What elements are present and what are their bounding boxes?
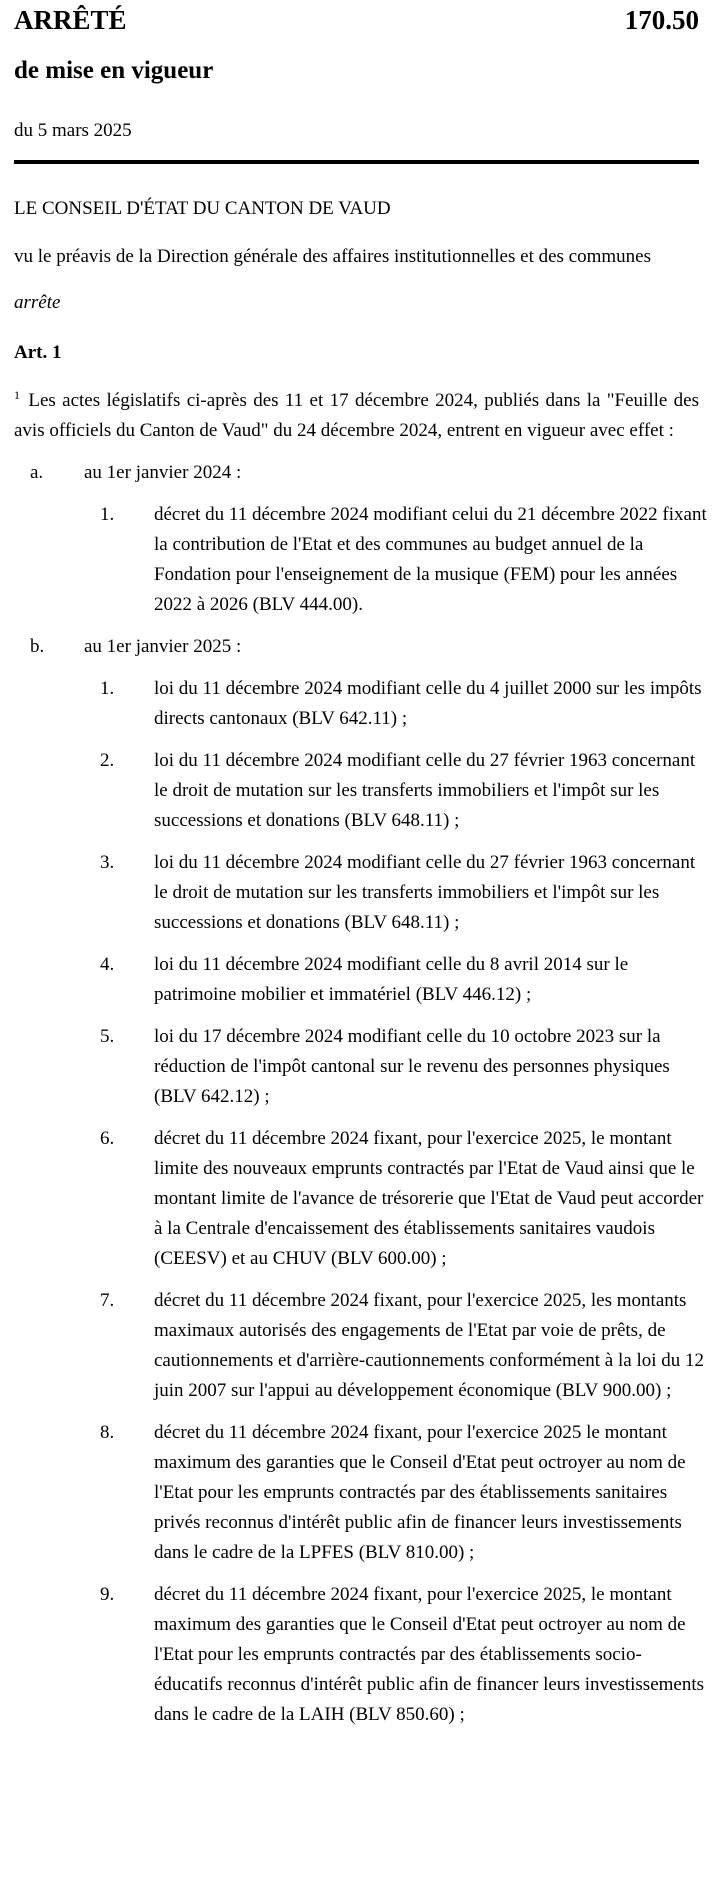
list-item (14, 500, 707, 620)
item-number: 6. (100, 1128, 115, 1149)
document-date: du 5 mars 2025 (14, 120, 132, 141)
item-text: loi du 11 décembre 2024 modifiant celle du 8 avril 2014 sur le patrimoine mobilier et immatériel (BLV 446.12) ; (154, 954, 629, 1005)
item-number: 9. (100, 1584, 115, 1605)
document-number: 170.50 (624, 5, 699, 35)
article-paragraph (14, 386, 699, 446)
paragraph-number: 1 (14, 388, 20, 402)
item-text: loi du 11 décembre 2024 modifiant celle du 27 février 1963 concernant le droit de mutation sur les transferts immobiliers et l'impôt sur les successions et donations (BLV 648.11) ; (154, 750, 696, 831)
item-number: 1. (100, 504, 115, 525)
enactment-group (14, 458, 707, 620)
arrete-label: arrête (14, 292, 61, 313)
list-item (14, 848, 699, 938)
item-number: 2. (100, 750, 115, 771)
item-number: 8. (100, 1422, 115, 1443)
item-text: loi du 17 décembre 2024 modifiant celle du 10 octobre 2023 sur la réduction de l'impôt cantonal sur le revenu des personnes physiques (BLV 642.12) ; (154, 1026, 670, 1107)
item-number: 1. (100, 678, 115, 699)
article-title: Art. 1 (14, 342, 62, 363)
group-letter: b. (30, 636, 45, 657)
enactment-list (14, 500, 707, 620)
issuer: LE CONSEIL D'ÉTAT DU CANTON DE VAUD (14, 198, 391, 219)
list-item (14, 1418, 699, 1568)
list-item (14, 746, 699, 836)
item-text: décret du 11 décembre 2024 fixant, pour l'exercice 2025, le montant limite des nouveaux emprunts contractés par l'Etat de Vaud ainsi que le montant limite de l'avance de trésorerie que l'Etat de Vaud peut accorder à la Centrale d'encaissement des établissements sanitaires vaudois (CEESV) et au CHUV (BLV 600.00) ; (154, 1128, 704, 1269)
group-letter: a. (30, 462, 44, 483)
document-subtitle: de mise en vigueur (14, 57, 214, 84)
item-text: décret du 11 décembre 2024 modifiant celui du 21 décembre 2022 fixant la contribution de l'Etat et des communes au budget annuel de la Fondation pour l'enseignement de la musique (FEM) pour les années 2022 à 2026 (BLV 444.00). (154, 504, 707, 615)
item-number: 5. (100, 1026, 115, 1047)
list-item (14, 1022, 699, 1112)
enactment-list (14, 674, 705, 1730)
group-label: au 1er janvier 2025 : (84, 636, 242, 657)
paragraph-text: Les actes législatifs ci-après des 11 et 17 décembre 2024, publiés dans la "Feuille des avis officiels du Canton de Vaud" du 24 décembre 2024, entrent en vigueur avec effet : (14, 390, 699, 441)
document-title: ARRÊTÉ (14, 5, 127, 35)
header-row (14, 0, 699, 40)
list-item (14, 1286, 704, 1406)
item-text: décret du 11 décembre 2024 fixant, pour l'exercice 2025, le montant maximum des garanties que le Conseil d'Etat peut octroyer au nom de l'Etat pour les emprunts contractés par des établissements socio-éducatifs reconnus d'intérêt public afin de financer leurs investissements dans le cadre de la LAIH (BLV 850.60) ; (154, 1584, 705, 1725)
enactment-group (14, 632, 705, 1730)
article-groups (14, 458, 707, 1730)
list-item (14, 1124, 704, 1274)
group-label: au 1er janvier 2024 : (84, 462, 242, 483)
item-number: 4. (100, 954, 115, 975)
group-heading (14, 458, 699, 488)
item-text: loi du 11 décembre 2024 modifiant celle du 4 juillet 2000 sur les impôts directs cantonaux (BLV 642.11) ; (154, 678, 702, 729)
group-heading (14, 632, 699, 662)
preamble-vu: vu le préavis de la Direction générale des affaires institutionnelles et des communes (14, 246, 651, 267)
list-item (14, 674, 702, 734)
item-text: décret du 11 décembre 2024 fixant, pour l'exercice 2025, les montants maximaux autorisés des engagements de l'Etat par voie de prêts, de cautionnements et d'arrière-cautionnements conformément à la loi du 12 juin 2007 sur l'appui au développement économique (BLV 900.00) ; (154, 1290, 704, 1401)
list-item (14, 950, 699, 1010)
item-text: loi du 11 décembre 2024 modifiant celle du 27 février 1963 concernant le droit de mutation sur les transferts immobiliers et l'impôt sur les successions et donations (BLV 648.11) ; (154, 852, 696, 933)
item-text: décret du 11 décembre 2024 fixant, pour l'exercice 2025 le montant maximum des garanties que le Conseil d'Etat peut octroyer au nom de l'Etat pour les emprunts contractés par des établissements sanitaires privés reconnus d'intérêt public afin de financer leurs investissements dans le cadre de la LPFES (BLV 810.00) ; (154, 1422, 686, 1563)
header-divider (14, 160, 699, 164)
item-number: 3. (100, 852, 115, 873)
item-number: 7. (100, 1290, 115, 1311)
list-item (14, 1580, 705, 1730)
